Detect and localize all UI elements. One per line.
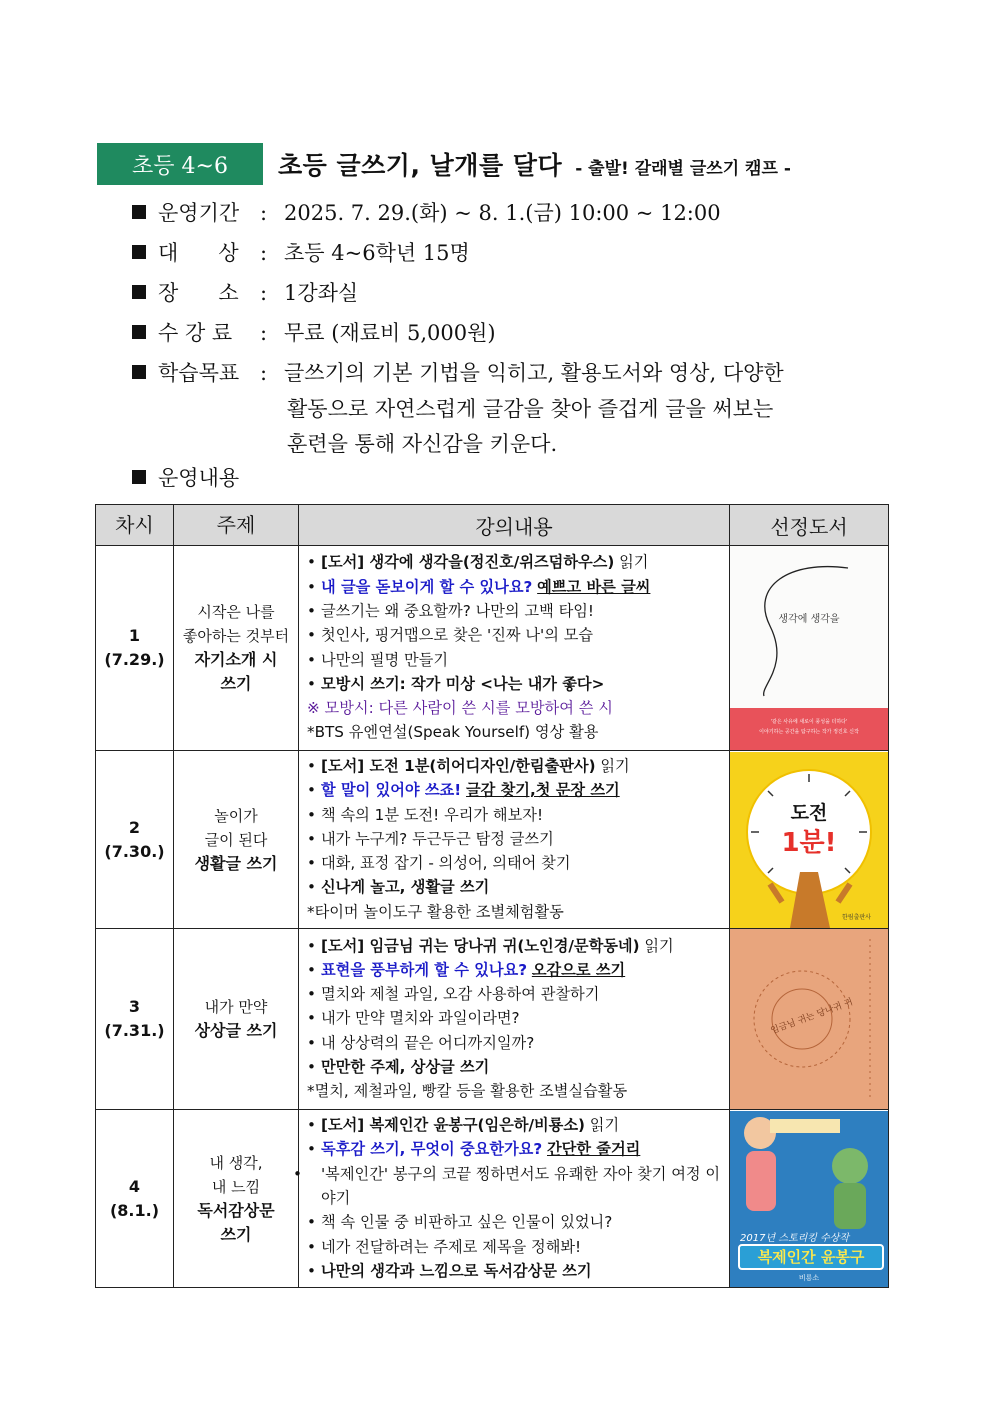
list-item: • 표현을 풍부하게 할 수 있나요? 오감으로 쓰기 bbox=[307, 960, 626, 979]
list-item: • 독후감 쓰기, 무엇이 중요한가요? 간단한 줄거리 bbox=[307, 1140, 641, 1159]
content-cell bbox=[293, 1110, 730, 1288]
list-item: • 모방시 쓰기: 작가 미상 <나는 내가 좋다> bbox=[307, 674, 605, 693]
info-value: 초등 4~6학년 15명 bbox=[284, 241, 470, 265]
book-title: 복제인간 윤봉구 bbox=[738, 1244, 884, 1270]
list-item: • [도서] 생각에 생각을(정진호/위즈덤하우스) 읽기 bbox=[307, 553, 649, 572]
session-date: (7.31.) bbox=[104, 1021, 165, 1041]
list-item: • '복제인간' 봉구의 코끝 찡하면서도 유쾌한 자아 찾기 여정 이야기 bbox=[293, 1164, 721, 1207]
square-bullet-icon bbox=[132, 205, 146, 219]
square-bullet-icon bbox=[132, 365, 146, 379]
list-item: • [도서] 도전 1분(히어디자인/한림출판사) 읽기 bbox=[307, 757, 630, 775]
book-cover-cell bbox=[730, 929, 889, 1110]
book-publisher: 한림출판사 bbox=[842, 913, 871, 921]
info-goal: 학습목표 : 글쓰기의 기본 기법을 익히고, 활용도서와 영상, 다양한 bbox=[132, 357, 784, 387]
table-row bbox=[96, 1110, 889, 1288]
list-item: • [도서] 복제인간 윤봉구(임은하/비룡소) 읽기 bbox=[307, 1116, 620, 1135]
title-line bbox=[278, 146, 791, 182]
topic-cell: 내 생각, 내 느낌 독서감상문 쓰기 bbox=[174, 1110, 299, 1288]
list-item: • 책 속의 1분 도전! 우리가 해보자! bbox=[307, 805, 544, 824]
list-item: • 내가 누구게? 두근두근 탐정 글쓰기 bbox=[307, 829, 554, 848]
col-header-session: 차시 bbox=[96, 505, 174, 546]
session-date: (8.1.) bbox=[109, 1200, 160, 1220]
book-cover-cell bbox=[730, 751, 889, 929]
square-bullet-icon bbox=[132, 470, 146, 484]
note-item: ※ 모방시: 다른 사람이 쓴 시를 모방하여 쓴 시 bbox=[307, 699, 613, 718]
session-date: (7.29.) bbox=[104, 650, 165, 669]
book-title: 도전 bbox=[790, 801, 828, 824]
list-item: • 내 글을 돋보이게 할 수 있나요? 예쁘고 바른 글씨 bbox=[307, 577, 651, 596]
book-caption: '같은 사유에 새로이 풍성을 더하다' bbox=[770, 719, 848, 725]
session-number: 2 bbox=[128, 817, 141, 837]
list-item: • 네가 전달하려는 주제로 제목을 정해봐! bbox=[307, 1237, 582, 1256]
book-publisher: 비룡소 bbox=[798, 1273, 820, 1282]
content-cell bbox=[299, 546, 730, 751]
info-label: 장 소 bbox=[158, 281, 239, 305]
page-title: 초등 글쓰기, 날개를 달다 bbox=[278, 151, 563, 180]
book-cover-image bbox=[730, 752, 888, 928]
session-date: (7.30.) bbox=[104, 841, 165, 861]
info-goal-line3: 훈련을 통해 자신감을 키운다. bbox=[287, 432, 558, 456]
info-label: 운영내용 bbox=[158, 466, 240, 490]
table-row bbox=[96, 546, 889, 751]
col-header-content: 강의내용 bbox=[299, 505, 730, 546]
book-cover-cell bbox=[730, 1110, 889, 1288]
info-fee: 수 강 료 : 무료 (재료비 5,000원) bbox=[132, 317, 496, 347]
list-item: • [도서] 임금님 귀는 당나귀 귀(노인경/문학동네) 읽기 bbox=[307, 936, 674, 955]
info-label: 운영기간 bbox=[158, 201, 240, 225]
page-subtitle: - 출발! 갈래별 글쓰기 캠프 - bbox=[575, 159, 791, 179]
session-cell bbox=[96, 929, 174, 1110]
note-item: *멸치, 제철과일, 빵칼 등을 활용한 조별실습활동 bbox=[307, 1082, 628, 1101]
square-bullet-icon bbox=[132, 245, 146, 259]
col-header-topic: 주제 bbox=[174, 505, 299, 546]
content-cell bbox=[299, 929, 730, 1110]
note-item: *타이머 놀이도구 활용한 조별체험활동 bbox=[307, 902, 564, 921]
book-caption: 이야기하는 공간을 탐구하는 작가 정진호 신작 bbox=[759, 729, 859, 735]
list-item: • 내가 만약 멸치와 과일이라면? bbox=[307, 1009, 520, 1028]
list-item: • 나만의 생각과 느낌으로 독서감상문 쓰기 bbox=[307, 1261, 592, 1280]
book-title: 1분! bbox=[781, 827, 837, 858]
topic-cell: 내가 만약 상상글 쓰기 bbox=[174, 929, 299, 1110]
table-header-row bbox=[96, 505, 889, 546]
list-item: • 책 속 인물 중 비판하고 싶은 인물이 있었니? bbox=[307, 1213, 613, 1232]
table-row bbox=[96, 929, 889, 1110]
content-cell bbox=[299, 751, 730, 929]
list-item: • 첫인사, 핑거맵으로 찾은 '진짜 나'의 모습 bbox=[307, 626, 594, 645]
info-value: 글쓰기의 기본 기법을 익히고, 활용도서와 영상, 다양한 bbox=[284, 361, 784, 385]
list-item: • 멸치와 제철 과일, 오감 사용하여 관찰하기 bbox=[307, 985, 600, 1004]
info-value: 무료 (재료비 5,000원) bbox=[284, 321, 496, 345]
session-cell bbox=[96, 1110, 174, 1288]
book-title: 생각에 생각을 bbox=[778, 614, 840, 625]
book-title: 임금님 귀는 당나귀 귀 bbox=[769, 997, 855, 1037]
info-value: 2025. 7. 29.(화) ~ 8. 1.(금) 10:00 ~ 12:00 bbox=[284, 201, 721, 225]
square-bullet-icon bbox=[132, 285, 146, 299]
list-item: • 만만한 주제, 상상글 쓰기 bbox=[307, 1058, 490, 1077]
info-label: 학습목표 bbox=[158, 361, 240, 385]
table-row bbox=[96, 751, 889, 929]
book-cover-image bbox=[730, 929, 888, 1109]
topic-cell: 시작은 나를 좋아하는 것부터 자기소개 시 쓰기 bbox=[174, 546, 299, 751]
info-target: 대 상 : 초등 4~6학년 15명 bbox=[132, 237, 470, 267]
info-content bbox=[132, 462, 239, 492]
list-item: • 내 상상력의 끝은 어디까지일까? bbox=[307, 1033, 535, 1052]
session-cell bbox=[96, 546, 174, 751]
col-header-book: 선정도서 bbox=[730, 505, 889, 546]
info-value: 1강좌실 bbox=[284, 281, 359, 305]
list-item: • 대화, 표정 잡기 - 의성어, 의태어 찾기 bbox=[307, 854, 571, 873]
list-item: • 글쓰기는 왜 중요할까? 나만의 고백 타임! bbox=[307, 601, 595, 620]
session-number: 3 bbox=[128, 997, 141, 1017]
info-period: 운영기간 : 2025. 7. 29.(화) ~ 8. 1.(금) 10:00 ~ 12:00 bbox=[132, 197, 721, 227]
book-cover-image bbox=[730, 546, 888, 750]
schedule-table bbox=[95, 504, 889, 1288]
list-item: • 나만의 필명 만들기 bbox=[307, 650, 449, 669]
topic-cell: 놀이가 글이 된다 생활글 쓰기 bbox=[174, 751, 299, 929]
list-item: • 신나게 놀고, 생활글 쓰기 bbox=[307, 878, 490, 897]
note-item: *BTS 유엔연설(Speak Yourself) 영상 활용 bbox=[307, 723, 599, 742]
session-number: 1 bbox=[128, 626, 141, 645]
info-label: 대 상 bbox=[158, 241, 239, 265]
book-cover-cell bbox=[730, 546, 889, 751]
info-place: 장 소 : 1강좌실 bbox=[132, 277, 358, 307]
book-cover-image bbox=[730, 1111, 888, 1287]
square-bullet-icon bbox=[132, 325, 146, 339]
session-cell bbox=[96, 751, 174, 929]
session-number: 4 bbox=[128, 1176, 141, 1196]
list-item: • 할 말이 있어야 쓰죠! 글감 찾기,첫 문장 쓰기 bbox=[307, 781, 620, 800]
info-goal-line2: 활동으로 자연스럽게 글감을 찾아 즐겁게 글을 써보는 bbox=[287, 397, 774, 421]
grade-badge: 초등 4~6 bbox=[97, 143, 263, 185]
info-label: 수 강 료 bbox=[158, 321, 233, 345]
book-banner: 2017년 스토리킹 수상작 bbox=[740, 1232, 850, 1244]
